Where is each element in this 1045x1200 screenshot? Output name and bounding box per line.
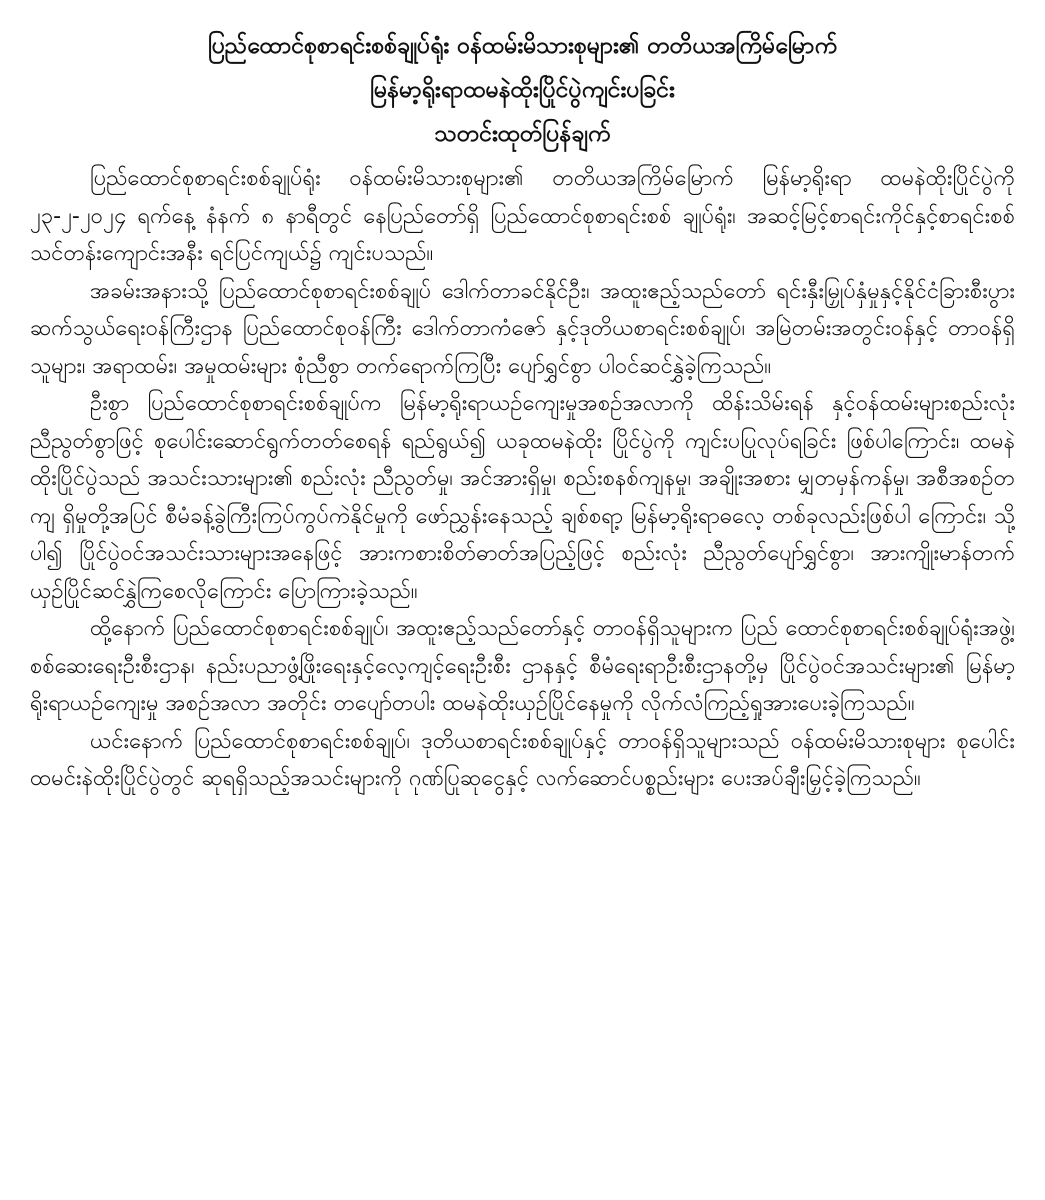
title-line-2: မြန်မာ့ရိုးရာထမနဲထိုးပြိုင်ပွဲကျင်းပခြင်း [370, 77, 675, 103]
body-text [30, 160, 1015, 798]
paragraph-1: ပြည်ထောင်စုစာရင်းစစ်ချုပ်ရုံး ဝန်ထမ်းမိသားစုများ၏ တတိယအကြိမ်မြောက် မြန်မာ့ရိုးရာ ထမနဲထိုးပြိုင်ပွဲကို ၂၃-၂-၂၀၂၄ ရက်နေ့ နံနက် ၈ နာရီတွင် နေပြည်တော်ရှိ ပြည်ထောင်စုစာရင်းစစ် ချုပ်ရုံး၊ အဆင့်မြင့်စာရင်းကိုင်နှင့်စာရင်းစစ်သင်တန်းကျောင်းအနီး ရင်ပြင်ကျယ်၌ ကျင်းပသည်။ [30, 166, 1015, 266]
title-block [30, 28, 1015, 152]
title-line-3: သတင်းထုတ်ပြန်ချက် [434, 121, 611, 147]
paragraph-4: ထို့နောက် ပြည်ထောင်စုစာရင်းစစ်ချုပ်၊ အထူးဧည့်သည်တော်နှင့် တာဝန်ရှိသူများက ပြည် ထောင်စုစာရင်းစစ်ချုပ်ရုံးအဖွဲ့၊ စစ်ဆေးရေးဦးစီးဌာန၊ နည်းပညာဖွံ့ဖြိုးရေးနှင့်လေ့ကျင့်ရေးဦးစီး ဌာနနှင့် စီမံရေးရာဦးစီးဌာနတို့မှ ပြိုင်ပွဲဝင်အသင်းများ၏ မြန်မာ့ရိုးရာယဉ်ကျေးမှု အစဉ်အလာ အတိုင်း တပျော်တပါး ထမနဲထိုးယှဉ်ပြိုင်နေမှုကို လိုက်လံကြည့်ရှုအားပေးခဲ့ကြသည်။ [30, 616, 1015, 716]
paragraph-3: ဦးစွာ ပြည်ထောင်စုစာရင်းစစ်ချုပ်က မြန်မာ့ရိုးရာယဉ်ကျေးမှုအစဉ်အလာကို ထိန်းသိမ်းရန် နှင့်ဝန်ထမ်းများစည်းလုံးညီညွတ်စွာဖြင့် စုပေါင်းဆောင်ရွက်တတ်စေရန် ရည်ရွယ်၍ ယခုထမနဲထိုး ပြိုင်ပွဲကို ကျင်းပပြုလုပ်ရခြင်း ဖြစ်ပါကြောင်း၊ ထမနဲထိုးပြိုင်ပွဲသည် အသင်းသားများ၏ စည်းလုံး ညီညွတ်မှု၊ အင်အားရှိမှု၊ စည်းစနစ်ကျနမှု၊ အချိုးအစား မျှတမှန်ကန်မှု၊ အစီအစဉ်တကျ ရှိမှုတို့အပြင် စီမံခန့်ခွဲကြီးကြပ်ကွပ်ကဲနိုင်မှုကို ဖော်ညွှန်းနေသည့် ချစ်စရာ့ မြန်မာ့ရိုးရာဓလေ့ တစ်ခုလည်းဖြစ်ပါ ကြောင်း၊ သို့ပါ၍ ပြိုင်ပွဲဝင်အသင်းသားများအနေဖြင့် အားကစားစိတ်ဓာတ်အပြည့်ဖြင့် စည်းလုံး ညီညွတ်ပျော်ရွှင်စွာ၊ အားကျိုးမာန်တက် ယှဉ်ပြိုင်ဆင်နွှဲကြစေလိုကြောင်း ပြောကြားခဲ့သည်။ [30, 391, 1015, 604]
title-line-1: ပြည်ထောင်စုစာရင်းစစ်ချုပ်ရုံး ဝန်ထမ်းမိသားစုများ၏ တတိယအကြိမ်မြောက် [207, 33, 838, 59]
paragraph-2: အခမ်းအနားသို့ ပြည်ထောင်စုစာရင်းစစ်ချုပ် ဒေါက်တာခင်နိုင်ဦး၊ အထူးဧည့်သည်တော် ရင်းနှီးမြှုပ်နှံမှုနှင့်နိုင်ငံခြားစီးပွားဆက်သွယ်ရေးဝန်ကြီးဌာန ပြည်ထောင်စုဝန်ကြီး ဒေါက်တာကံဇော် နှင့်ဒုတိယစာရင်းစစ်ချုပ်၊ အမြဲတမ်းအတွင်းဝန်နှင့် တာဝန်ရှိသူများ၊ အရာထမ်း၊ အမှုထမ်းများ စုံညီစွာ တက်ရောက်ကြပြီး ပျော်ရွှင်စွာ ပါဝင်ဆင်နွှဲခဲ့ကြသည်။ [30, 278, 1015, 379]
paragraph-5: ယင်းနောက် ပြည်ထောင်စုစာရင်းစစ်ချုပ်၊ ဒုတိယစာရင်းစစ်ချုပ်နှင့် တာဝန်ရှိသူများသည် ဝန်ထမ်းမိသားစုများ စုပေါင်းထမင်းနဲထိုးပြိုင်ပွဲတွင် ဆုရရှိသည့်အသင်းများကို ဂုဏ်ပြုဆုငွေနှင့် လက်ဆောင်ပစ္စည်းများ ပေးအပ်ချီးမြှင့်ခဲ့ကြသည်။ [30, 728, 1015, 791]
